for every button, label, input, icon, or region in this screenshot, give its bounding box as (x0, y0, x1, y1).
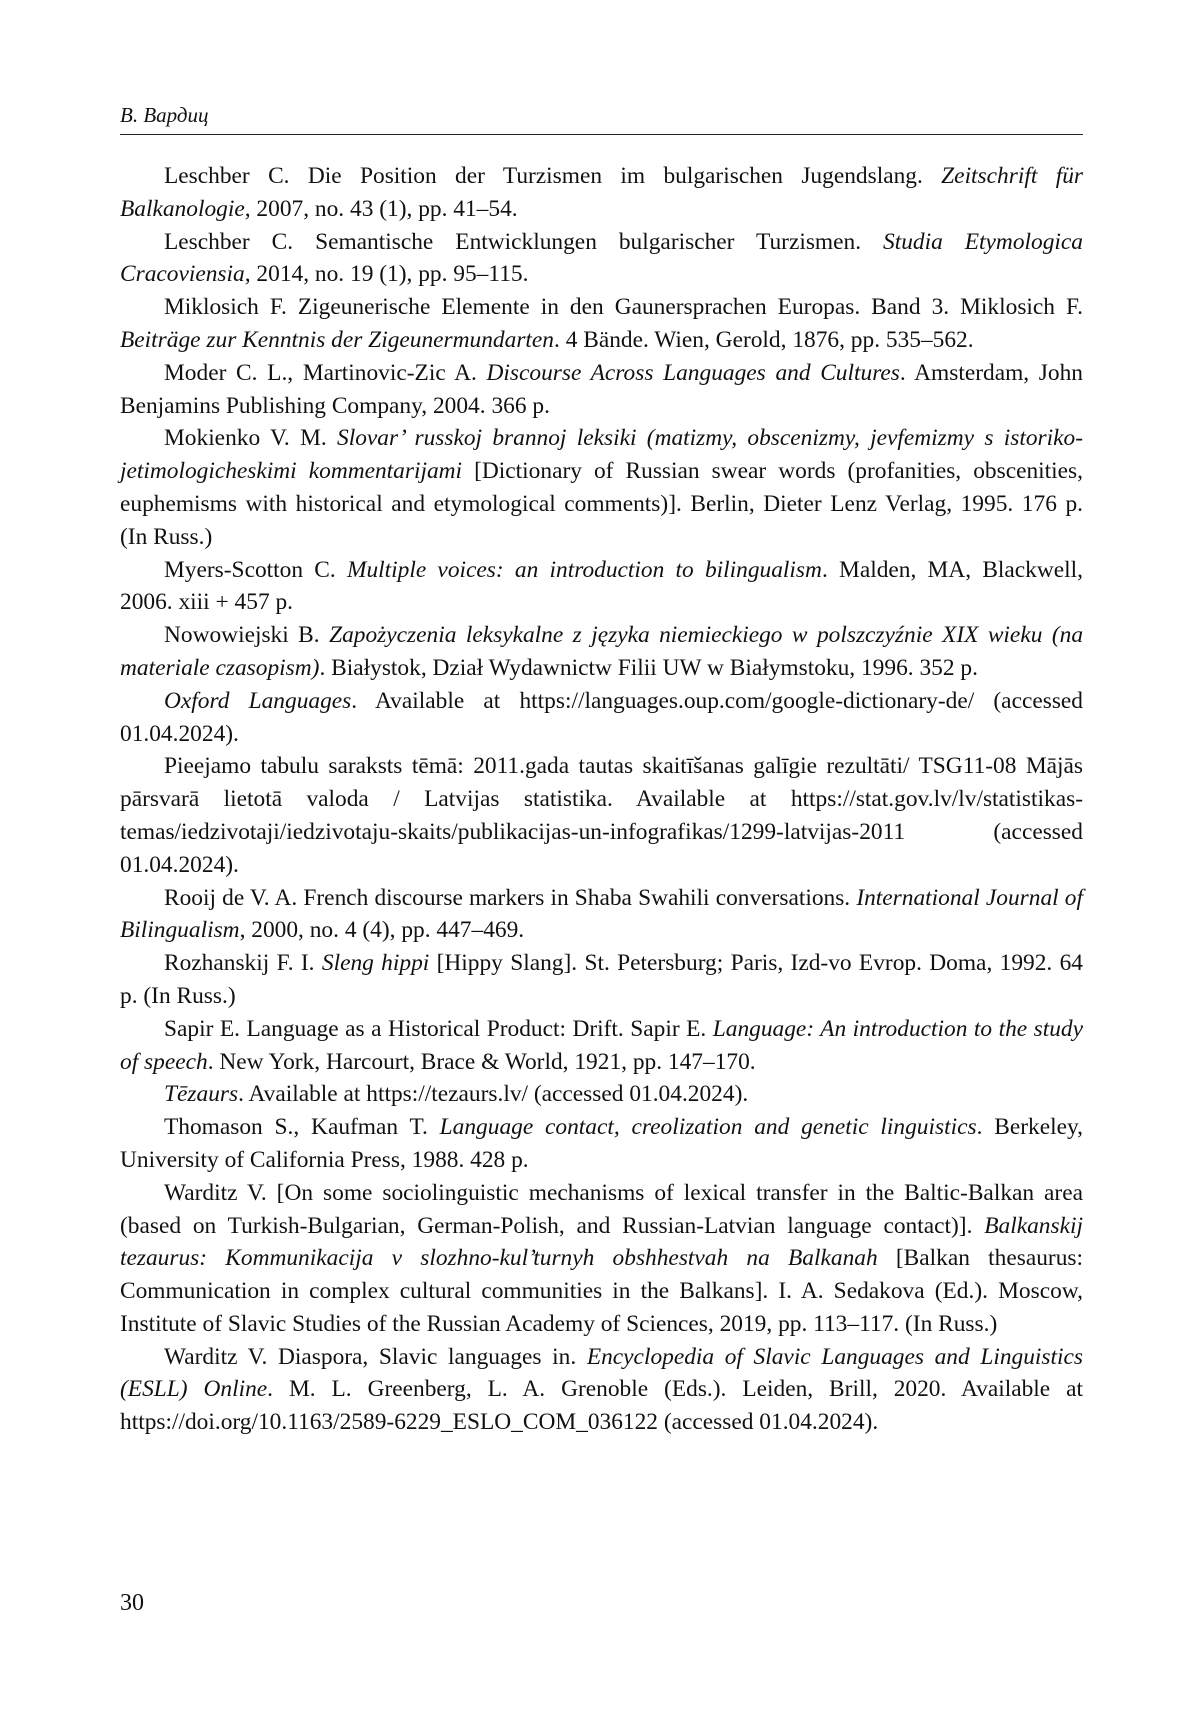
reference-title: Language contact, creolization and genetic linguistics (439, 1114, 977, 1141)
reference-title: Zeitschrift für Balkanologie (120, 163, 1083, 222)
reference-title: Tēzaurs (164, 1081, 239, 1108)
reference-text: Leschber C. Die Position der Turzismen im bulgarischen Jugendslang. (164, 163, 942, 189)
reference-text: . 4 Bände. Wien, Gerold, 1876, pp. 535–562. (554, 326, 974, 353)
reference-text: , 2000, no. 4 (4), pp. 447–469. (239, 917, 525, 944)
reference-entry (120, 619, 1083, 685)
reference-text: [Hippy Slang]. St. Petersburg; Paris, Izd-vo Evrop. Doma, 1992. 64 p. (In Russ.) (120, 950, 1083, 1009)
reference-entry (120, 947, 1083, 1013)
running-head: В. Вардиц (120, 103, 1083, 135)
reference-text: . M. L. Greenberg, L. A. Grenoble (Eds.). Leiden, Brill, 2020. Available at https://doi.org/10.1163/2589-6229_ESLO_COM_036122 (accessed 01.04.2024). (120, 1376, 1083, 1436)
reference-entry (120, 554, 1083, 620)
reference-title: Studia Etymologica Cracoviensia (120, 228, 1083, 288)
reference-text: . Białystok, Dział Wydawnictw Filii UW w Białymstoku, 1996. 352 p. (319, 654, 978, 681)
reference-title: Language: An introduction to the study of speech (120, 1015, 1083, 1075)
reference-text: Warditz V. Diaspora, Slavic languages in. (164, 1343, 587, 1370)
reference-entry (120, 685, 1083, 751)
reference-title: Oxford Languages (164, 687, 352, 714)
reference-title: International Journal of Bilingualism (120, 884, 1083, 944)
reference-entry (120, 882, 1083, 948)
reference-entry (120, 357, 1083, 423)
reference-text: Thomason S., Kaufman T. (164, 1114, 440, 1141)
reference-title: Discourse Across Languages and Cultures (486, 359, 900, 386)
reference-title: Zapożyczenia leksykalne z języka niemieckiego w polszczyźnie XIX wieku (na materiale czasopism) (120, 622, 1084, 681)
reference-text: Rozhanskij F. I. (164, 950, 322, 977)
reference-text: . Available at https://languages.oup.com/google-dictionary-de/ (accessed 01.04.2024). (120, 687, 1083, 747)
reference-text: Nowowiejski B. (164, 622, 330, 649)
reference-title: Encyclopedia of Slavic Languages and Linguistics (ESLL) Online (120, 1343, 1083, 1403)
reference-text: Sapir E. Language as a Historical Product: Drift. Sapir E. (164, 1015, 713, 1042)
reference-text: , 2007, no. 43 (1), pp. 41–54. (244, 195, 518, 222)
reference-entry (120, 1177, 1083, 1341)
reference-text: . Berkeley, University of California Press, 1988. 428 p. (120, 1114, 1083, 1173)
reference-text: Leschber C. Semantische Entwicklungen bulgarischer Turzismen. (164, 228, 884, 255)
reference-entry (120, 422, 1083, 553)
reference-list (120, 160, 1083, 1439)
reference-text: Moder C. L., Martinovic-Zic A. (164, 359, 487, 386)
reference-text: Myers-Scotton C. (164, 556, 347, 583)
reference-entry (120, 750, 1083, 881)
reference-text: Miklosich F. Zigeunerische Elemente in den Gaunersprachen Europas. Band 3. Miklosich F. (164, 294, 1083, 321)
reference-title: Multiple voices: an introduction to bilingualism (346, 556, 822, 583)
reference-entry (120, 160, 1083, 226)
reference-text: Mokienko V. M. (164, 425, 338, 452)
reference-entry (120, 226, 1083, 292)
reference-entry (120, 1078, 1083, 1111)
reference-text: [Dictionary of Russian swear words (profanities, obscenities, euphemisms with historical and etymological comments)]. Berlin, Dieter Lenz Verlag, 1995. 176 p. (In Russ.) (120, 458, 1083, 550)
reference-title: Balkanskij tezaurus: Kommunikacija v slozhno-kul’turnyh obshhestvah na Balkanah (120, 1212, 1083, 1272)
reference-text: , 2014, no. 19 (1), pp. 95–115. (244, 261, 529, 288)
reference-title: Beiträge zur Kenntnis der Zigeunermundarten (120, 326, 554, 353)
reference-text: . Malden, MA, Blackwell, 2006. xiii + 457 p. (120, 556, 1083, 616)
reference-entry (120, 1111, 1083, 1177)
reference-entry (120, 291, 1083, 357)
reference-text: Warditz V. [On some sociolinguistic mechanisms of lexical transfer in the Baltic-Balkan area (based on Turkish-Bulgarian, German-Polish, and Russian-Latvian language contact)]. (120, 1179, 1083, 1239)
reference-text: . Available at https://tezaurs.lv/ (accessed 01.04.2024). (238, 1081, 749, 1108)
reference-entry (120, 1013, 1083, 1079)
reference-text: . Amsterdam, John Benjamins Publishing Company, 2004. 366 p. (120, 359, 1083, 419)
reference-title: Slovar’ russkoj brannoj leksiki (matizmy, obscenizmy, jevfemizmy s istoriko-jetimologicheskimi kommentarijami (120, 425, 1083, 485)
reference-text: [Balkan thesaurus: Communication in complex cultural communities in the Balkans]. I. A. Sedakova (Ed.). Moscow, Institute of Slavic Studies of the Russian Academy of Sciences, 2019, pp. 113–117. (In Russ.) (120, 1245, 1083, 1337)
reference-title: Sleng hippi (321, 950, 430, 977)
reference-entry (120, 1341, 1083, 1439)
reference-text: Pieejamo tabulu saraksts tēmā: 2011.gada tautas skaitīšanas galīgie rezultāti/ TSG11-08 Mājās pārsvarā lietotā valoda / Latvijas statistika. Available at https://stat.gov.lv/lv/statistikas-temas/iedzivotaji/iedzivotaju-skaits/publikacijas-un-infografikas/1299-latvijas-2011 (accessed 01.04.2024). (120, 753, 1083, 878)
reference-text: Rooij de V. A. French discourse markers in Shaba Swahili conversations. (164, 884, 857, 911)
page-number: 30 (120, 1590, 144, 1616)
reference-text: . New York, Harcourt, Brace & World, 1921, pp. 147–170. (207, 1048, 756, 1075)
